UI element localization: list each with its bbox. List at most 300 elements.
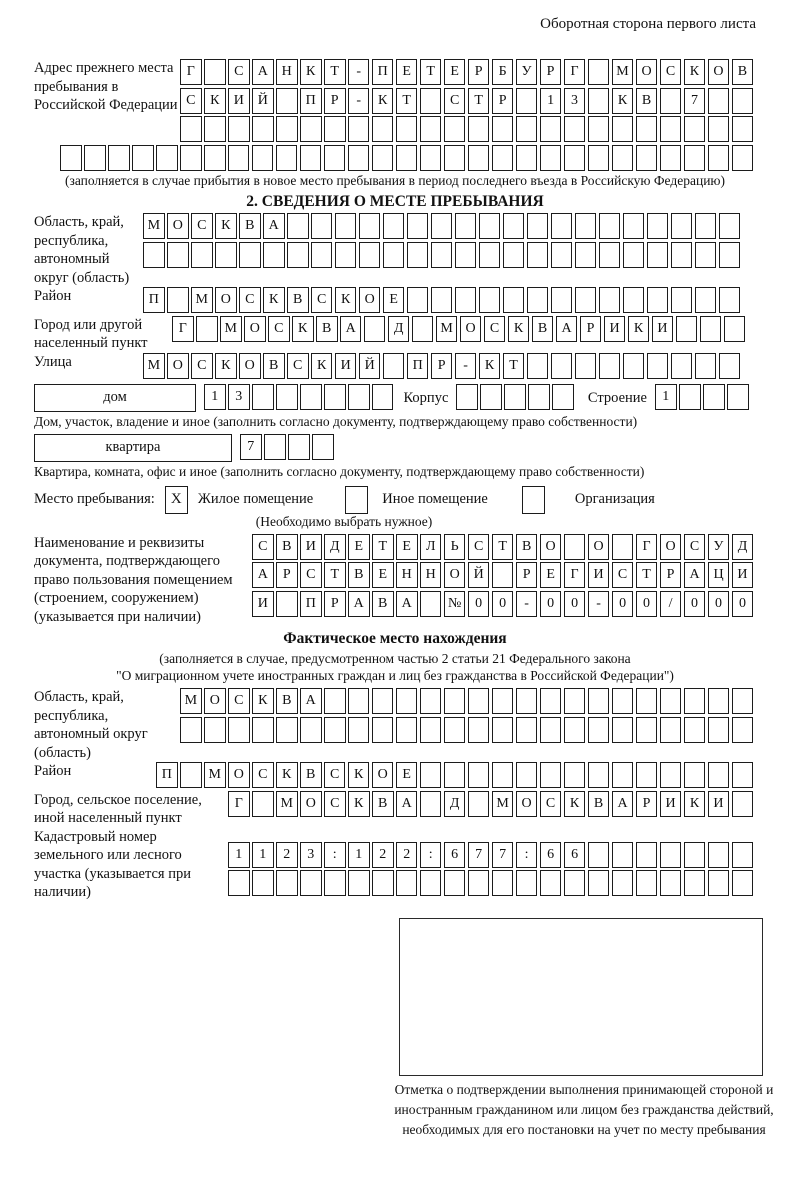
char-cell: Т — [468, 88, 490, 114]
actual-city-label: Город, сельское поселение, иной населенный пункт — [34, 791, 202, 827]
confirmation-stamp-note: Отметка о подтверждении выполнения принимающей стороной и иностранным гражданином или лицом без гражданства действий, необходимых для его постановки на учет по месту пребывания — [394, 1081, 774, 1137]
char-cell: В — [300, 762, 322, 788]
char-cell — [252, 116, 274, 142]
char-cell — [204, 145, 226, 171]
char-cell: А — [252, 59, 274, 85]
checkbox-other-premises — [345, 486, 368, 514]
char-cell: С — [268, 316, 290, 342]
page-title: Оборотная сторона первого листа — [540, 16, 756, 32]
char-cell: К — [215, 213, 237, 239]
char-cell: В — [636, 88, 658, 114]
char-cell — [551, 287, 573, 313]
char-cell — [612, 116, 634, 142]
char-cell: О — [244, 316, 266, 342]
char-cell — [228, 870, 250, 896]
char-cell: Т — [324, 59, 346, 85]
char-cell — [276, 591, 298, 617]
char-cell — [540, 688, 562, 714]
char-cell — [647, 353, 669, 379]
char-cell — [420, 791, 442, 817]
char-cell — [372, 717, 394, 743]
char-cell — [372, 116, 394, 142]
char-cell — [540, 870, 562, 896]
char-cell — [660, 762, 682, 788]
char-cell — [444, 688, 466, 714]
char-cell — [732, 842, 754, 868]
char-cell: А — [612, 791, 634, 817]
char-cell — [708, 116, 730, 142]
field-region — [34, 213, 756, 287]
char-cell — [503, 242, 525, 268]
char-cell: О — [636, 59, 658, 85]
char-cell: В — [516, 534, 538, 560]
char-cell — [60, 145, 82, 171]
char-cell — [552, 384, 574, 410]
char-cell: № — [444, 591, 466, 617]
char-cell — [420, 688, 442, 714]
char-cell — [420, 88, 442, 114]
char-cell — [455, 287, 477, 313]
char-cell: : — [516, 842, 538, 868]
char-cell — [468, 870, 490, 896]
char-cell: - — [455, 353, 477, 379]
char-cell: К — [252, 688, 274, 714]
char-cell: М — [492, 791, 514, 817]
char-cell: С — [324, 762, 346, 788]
char-cell — [708, 842, 730, 868]
char-cell — [276, 116, 298, 142]
char-cell: С — [228, 688, 250, 714]
char-cell: Ь — [444, 534, 466, 560]
char-cell: А — [340, 316, 362, 342]
char-cell: В — [287, 287, 309, 313]
char-cell — [412, 316, 434, 342]
char-cell — [527, 353, 549, 379]
char-cell — [348, 384, 370, 410]
char-cell: С — [684, 534, 706, 560]
char-cell: С — [252, 534, 274, 560]
char-cell: Р — [492, 88, 514, 114]
char-cell — [420, 717, 442, 743]
char-cell — [708, 762, 730, 788]
char-cell — [300, 870, 322, 896]
char-cell — [695, 242, 717, 268]
char-cell — [588, 88, 610, 114]
char-cell: Е — [444, 59, 466, 85]
char-cell — [724, 316, 746, 342]
char-cell — [167, 287, 189, 313]
char-cell — [456, 384, 478, 410]
char-cell — [647, 213, 669, 239]
char-cell: Г — [564, 562, 586, 588]
char-cell — [540, 717, 562, 743]
char-cell — [588, 145, 610, 171]
char-cell — [420, 591, 442, 617]
char-cell: Г — [564, 59, 586, 85]
char-cell — [396, 688, 418, 714]
char-cell — [732, 717, 754, 743]
char-cell: Т — [492, 534, 514, 560]
char-cell — [588, 59, 610, 85]
char-cell — [647, 242, 669, 268]
char-row — [228, 870, 753, 896]
char-cell — [407, 213, 429, 239]
char-cell: У — [516, 59, 538, 85]
street-label: Улица — [34, 353, 72, 370]
char-row — [180, 59, 753, 85]
char-cell — [468, 116, 490, 142]
char-cell — [167, 242, 189, 268]
char-cell: А — [252, 562, 274, 588]
char-cell — [407, 242, 429, 268]
char-cell: Г — [172, 316, 194, 342]
stay-type-option-label: Иное помещение — [382, 491, 488, 508]
char-cell — [396, 717, 418, 743]
char-cell: О — [588, 534, 610, 560]
char-cell — [719, 287, 741, 313]
char-cell: 1 — [655, 384, 677, 410]
char-cell — [599, 242, 621, 268]
char-cell — [263, 242, 285, 268]
char-cell — [431, 242, 453, 268]
char-cell: В — [276, 688, 298, 714]
char-cell — [564, 688, 586, 714]
char-cell: Р — [660, 562, 682, 588]
char-cell — [180, 116, 202, 142]
char-cell: К — [479, 353, 501, 379]
char-cell — [276, 870, 298, 896]
char-cell — [479, 242, 501, 268]
char-cell — [407, 287, 429, 313]
char-cell — [612, 842, 634, 868]
char-cell: М — [436, 316, 458, 342]
char-cell — [288, 434, 310, 460]
char-row — [228, 791, 753, 817]
char-cell: Й — [468, 562, 490, 588]
char-cell: П — [300, 88, 322, 114]
char-cell — [324, 717, 346, 743]
char-cell — [312, 434, 334, 460]
char-cell — [684, 717, 706, 743]
char-cell: Н — [396, 562, 418, 588]
char-cell: Е — [372, 562, 394, 588]
prev-address-note: (заполняется в случае прибытия в новое место пребывания в период последнего въезда в Российскую Федерацию) — [64, 173, 726, 189]
char-row — [252, 591, 753, 617]
char-cell: Д — [388, 316, 410, 342]
char-cell: С — [228, 59, 250, 85]
char-cell: 3 — [300, 842, 322, 868]
char-cell — [671, 287, 693, 313]
region-label: Область, край, республика, автономный округ (область) — [34, 214, 130, 286]
field-actual-district — [34, 762, 756, 791]
char-cell — [335, 213, 357, 239]
char-cell — [684, 116, 706, 142]
char-cell: Е — [396, 534, 418, 560]
char-cell — [612, 145, 634, 171]
char-cell — [143, 242, 165, 268]
actual-district-label: Район — [34, 763, 72, 780]
char-cell: К — [292, 316, 314, 342]
char-cell — [588, 762, 610, 788]
prev-address-label: Адрес прежнего места пребывания в Российской Федерации — [34, 60, 178, 113]
char-cell — [180, 145, 202, 171]
char-cell: Г — [228, 791, 250, 817]
char-cell — [564, 145, 586, 171]
region-rows — [143, 213, 740, 270]
char-cell — [676, 316, 698, 342]
char-cell: А — [348, 591, 370, 617]
char-row — [456, 384, 574, 410]
char-cell: 0 — [732, 591, 754, 617]
char-cell: 1 — [540, 88, 562, 114]
char-cell: В — [372, 591, 394, 617]
char-cell — [364, 316, 386, 342]
char-cell — [599, 213, 621, 239]
char-cell — [431, 287, 453, 313]
char-cell: : — [324, 842, 346, 868]
char-cell — [636, 870, 658, 896]
char-cell — [551, 213, 573, 239]
char-cell: К — [215, 353, 237, 379]
char-cell: У — [708, 534, 730, 560]
char-cell — [276, 717, 298, 743]
char-cell — [551, 242, 573, 268]
char-cell: И — [588, 562, 610, 588]
char-cell — [84, 145, 106, 171]
char-cell — [708, 870, 730, 896]
char-cell: Р — [540, 59, 562, 85]
char-cell — [732, 116, 754, 142]
char-row — [180, 116, 753, 142]
char-cell — [612, 762, 634, 788]
char-cell: К — [204, 88, 226, 114]
char-cell — [636, 688, 658, 714]
char-cell — [372, 870, 394, 896]
char-cell: 2 — [396, 842, 418, 868]
char-cell: Е — [540, 562, 562, 588]
char-cell — [660, 842, 682, 868]
char-cell — [679, 384, 701, 410]
char-cell: Д — [324, 534, 346, 560]
char-cell — [708, 688, 730, 714]
char-cell — [708, 145, 730, 171]
house-note: Дом, участок, владение и иное (заполнить согласно документу, подтверждающему право собственности) — [34, 413, 638, 429]
char-cell: Г — [180, 59, 202, 85]
char-cell — [252, 870, 274, 896]
char-cell — [108, 145, 130, 171]
char-cell — [527, 242, 549, 268]
char-row — [252, 562, 753, 588]
char-cell: С — [180, 88, 202, 114]
char-cell: О — [516, 791, 538, 817]
char-cell — [612, 870, 634, 896]
char-cell — [252, 384, 274, 410]
char-cell — [516, 688, 538, 714]
char-cell — [516, 717, 538, 743]
char-cell — [444, 116, 466, 142]
char-cell: Ц — [708, 562, 730, 588]
char-cell — [732, 870, 754, 896]
char-cell: А — [684, 562, 706, 588]
char-cell — [732, 688, 754, 714]
char-cell: С — [191, 353, 213, 379]
char-cell — [480, 384, 502, 410]
field-actual-region — [34, 688, 756, 762]
char-cell: О — [359, 287, 381, 313]
stroenie-label: Строение — [587, 389, 647, 406]
char-cell — [444, 717, 466, 743]
char-row — [228, 842, 753, 868]
char-cell: А — [396, 591, 418, 617]
char-cell — [228, 116, 250, 142]
char-row — [204, 384, 393, 410]
char-cell — [420, 116, 442, 142]
field-house — [34, 384, 756, 412]
char-cell — [588, 842, 610, 868]
char-cell — [252, 145, 274, 171]
char-cell — [564, 116, 586, 142]
char-cell — [444, 762, 466, 788]
char-cell: А — [556, 316, 578, 342]
char-cell: Н — [276, 59, 298, 85]
char-cell — [684, 688, 706, 714]
char-cell — [348, 717, 370, 743]
char-cell: М — [204, 762, 226, 788]
char-cell — [479, 287, 501, 313]
char-cell: В — [276, 534, 298, 560]
char-cell — [196, 316, 218, 342]
prev-address-rows — [180, 59, 753, 145]
char-cell: И — [252, 591, 274, 617]
char-cell: Е — [383, 287, 405, 313]
checkbox-organization — [522, 486, 545, 514]
char-cell: 0 — [684, 591, 706, 617]
document-rows — [252, 534, 753, 620]
char-cell: К — [612, 88, 634, 114]
char-cell: О — [444, 562, 466, 588]
char-cell — [660, 145, 682, 171]
char-cell: К — [300, 59, 322, 85]
char-cell: К — [276, 762, 298, 788]
char-cell: 0 — [612, 591, 634, 617]
char-cell — [228, 145, 250, 171]
actual-location-title: Фактическое место нахождения — [283, 630, 507, 648]
char-cell: В — [732, 59, 754, 85]
char-cell: 3 — [564, 88, 586, 114]
char-cell: В — [588, 791, 610, 817]
char-cell: О — [215, 287, 237, 313]
char-cell: О — [372, 762, 394, 788]
korpus-label: Корпус — [403, 389, 449, 406]
char-cell — [252, 717, 274, 743]
actual-location-note1: (заполняется в случае, предусмотренном частью 2 статьи 21 Федерального закона — [159, 651, 631, 667]
char-cell: 6 — [444, 842, 466, 868]
char-cell: Т — [503, 353, 525, 379]
char-cell: О — [660, 534, 682, 560]
char-cell — [732, 145, 754, 171]
char-cell: А — [263, 213, 285, 239]
char-cell — [420, 145, 442, 171]
char-cell: 0 — [636, 591, 658, 617]
actual-region-label: Область, край, республика, автономный округ (область) — [34, 689, 148, 761]
char-cell — [708, 88, 730, 114]
char-cell — [324, 145, 346, 171]
char-cell: 0 — [540, 591, 562, 617]
char-row — [143, 242, 740, 268]
char-cell — [671, 213, 693, 239]
char-cell — [252, 791, 274, 817]
char-cell — [311, 213, 333, 239]
char-row — [143, 213, 740, 239]
char-cell: 7 — [240, 434, 262, 460]
char-cell — [636, 116, 658, 142]
char-cell: 2 — [276, 842, 298, 868]
char-cell — [599, 287, 621, 313]
char-cell: М — [276, 791, 298, 817]
char-cell: И — [604, 316, 626, 342]
char-cell — [732, 88, 754, 114]
char-cell — [636, 145, 658, 171]
char-cell — [372, 688, 394, 714]
char-cell — [564, 717, 586, 743]
char-cell — [504, 384, 526, 410]
char-cell — [623, 353, 645, 379]
char-cell — [492, 562, 514, 588]
char-cell: 1 — [228, 842, 250, 868]
char-cell: Б — [492, 59, 514, 85]
char-cell: М — [143, 213, 165, 239]
char-cell — [276, 88, 298, 114]
char-cell: К — [335, 287, 357, 313]
char-cell: 7 — [684, 88, 706, 114]
char-cell: 7 — [492, 842, 514, 868]
char-cell — [204, 717, 226, 743]
char-cell: С — [239, 287, 261, 313]
char-cell: И — [228, 88, 250, 114]
char-cell — [191, 242, 213, 268]
char-cell: В — [316, 316, 338, 342]
char-cell: И — [335, 353, 357, 379]
field-stay-type — [34, 486, 756, 514]
char-cell: К — [564, 791, 586, 817]
field-document — [34, 534, 756, 627]
char-row — [180, 717, 753, 743]
char-cell: О — [167, 353, 189, 379]
char-cell: Р — [580, 316, 602, 342]
char-cell — [516, 145, 538, 171]
confirmation-stamp-area — [399, 918, 763, 1076]
char-cell: С — [540, 791, 562, 817]
char-cell — [671, 242, 693, 268]
char-cell — [647, 287, 669, 313]
field-cadastre — [34, 828, 756, 902]
char-cell: 1 — [348, 842, 370, 868]
char-cell — [455, 213, 477, 239]
char-cell — [732, 791, 754, 817]
char-cell: С — [484, 316, 506, 342]
char-row — [655, 384, 749, 410]
char-cell: Р — [276, 562, 298, 588]
char-cell — [516, 870, 538, 896]
char-cell: М — [191, 287, 213, 313]
field-city — [34, 316, 756, 353]
char-cell: 2 — [372, 842, 394, 868]
char-row — [172, 316, 745, 342]
char-cell — [660, 717, 682, 743]
char-cell — [359, 242, 381, 268]
char-cell — [348, 116, 370, 142]
char-cell: О — [228, 762, 250, 788]
